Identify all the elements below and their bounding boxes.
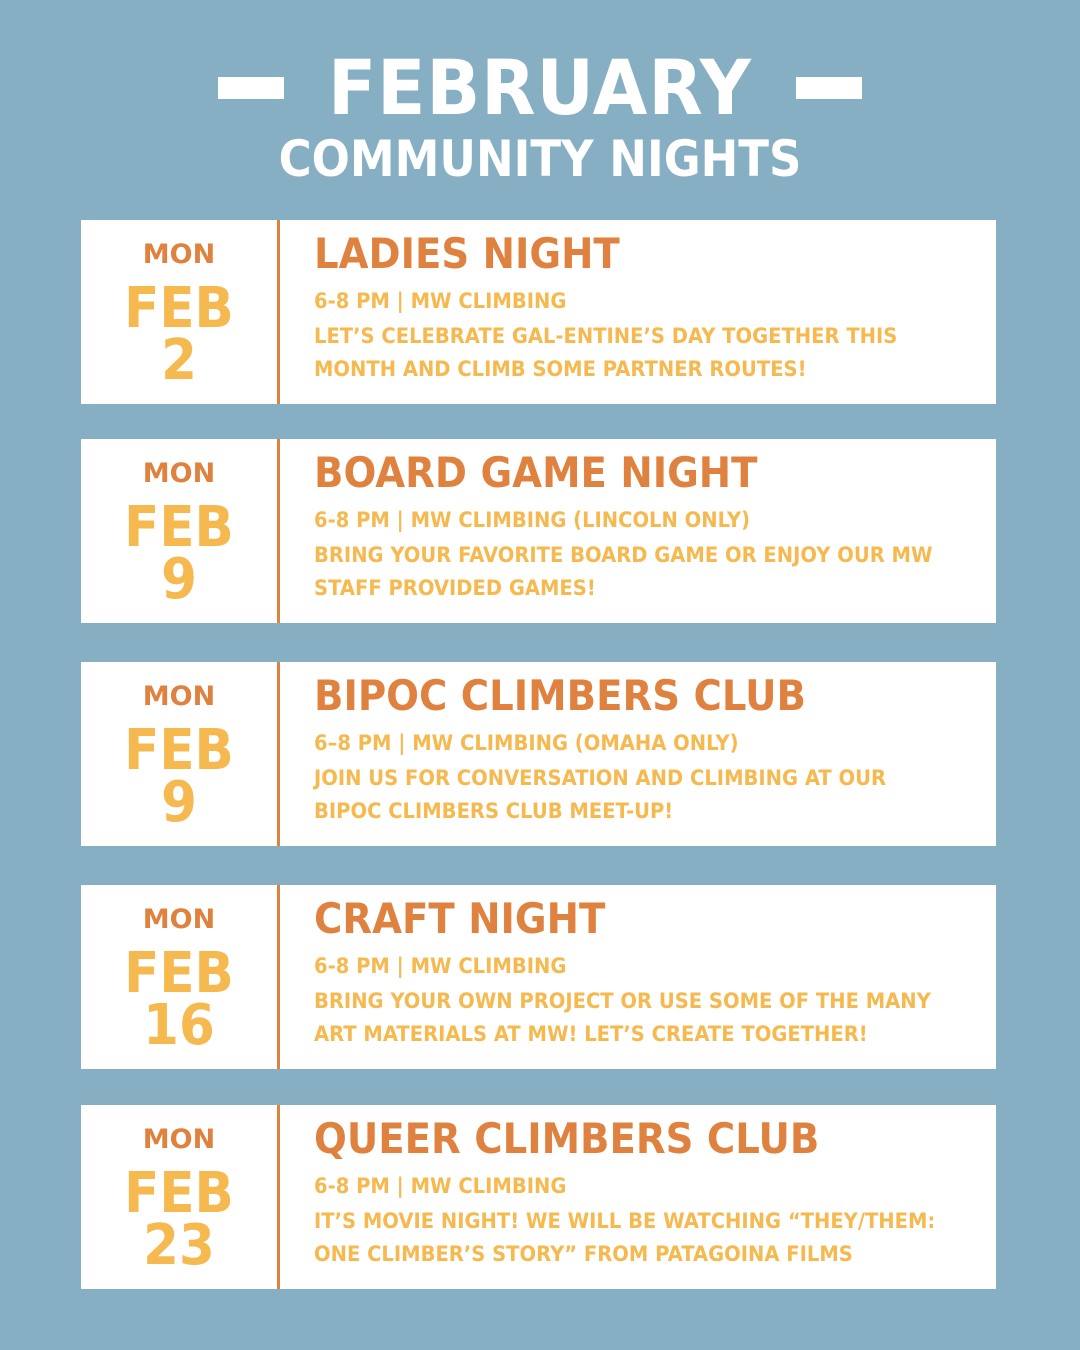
event-day: 23 (143, 1213, 215, 1278)
event-description: LET’S CELEBRATE GAL-ENTINE’S DAY TOGETHER THIS MONTH AND CLIMB SOME PARTNER ROUTES! (314, 324, 898, 381)
event-card (81, 662, 996, 846)
event-description: IT’S MOVIE NIGHT! WE WILL BE WATCHING “THEY/THEM: ONE CLIMBER’S STORY” FROM PATAGOINA FILMS (314, 1209, 936, 1266)
event-description: BRING YOUR FAVORITE BOARD GAME OR ENJOY OUR MW STAFF PROVIDED GAMES! (314, 543, 933, 600)
event-time-location: 6–8 PM | MW CLIMBING (OMAHA ONLY) (314, 731, 739, 755)
event-month: FEB (124, 276, 234, 341)
event-weekday: MON (142, 458, 216, 489)
event-weekday: MON (142, 1124, 216, 1155)
event-date (81, 662, 280, 846)
event-month: FEB (124, 941, 234, 1006)
event-day: 9 (161, 770, 197, 835)
event-time-location: 6-8 PM | MW CLIMBING (314, 1174, 567, 1198)
event-date (81, 885, 280, 1069)
event-title: LADIES NIGHT (314, 229, 620, 278)
event-day: 16 (143, 993, 215, 1058)
event-time-location: 6-8 PM | MW CLIMBING (LINCOLN ONLY) (314, 508, 751, 532)
title-row (0, 40, 1080, 136)
event-weekday: MON (142, 904, 216, 935)
page-subtitle: COMMUNITY NIGHTS (278, 130, 802, 188)
event-description: BRING YOUR OWN PROJECT OR USE SOME OF THE MANY ART MATERIALS AT MW! LET’S CREATE TOGETHER! (314, 989, 931, 1046)
title-right-bar (796, 77, 862, 99)
event-date (81, 220, 280, 404)
event-weekday: MON (142, 239, 216, 270)
event-time-location: 6-8 PM | MW CLIMBING (314, 289, 567, 313)
event-date (81, 1105, 280, 1289)
title-left-bar (218, 77, 284, 99)
event-title: BOARD GAME NIGHT (314, 448, 758, 497)
event-card (81, 220, 996, 404)
event-title: QUEER CLIMBERS CLUB (314, 1114, 820, 1163)
event-weekday: MON (142, 681, 216, 712)
event-title: BIPOC CLIMBERS CLUB (314, 671, 806, 720)
event-description: JOIN US FOR CONVERSATION AND CLIMBING AT OUR BIPOC CLIMBERS CLUB MEET-UP! (314, 766, 887, 823)
event-card (81, 439, 996, 623)
event-date (81, 439, 280, 623)
event-time-location: 6-8 PM | MW CLIMBING (314, 954, 567, 978)
event-card (81, 885, 996, 1069)
event-day: 2 (161, 328, 197, 393)
event-month: FEB (124, 718, 234, 783)
page-title: FEBRUARY (328, 43, 752, 132)
event-card (81, 1105, 996, 1289)
event-day: 9 (161, 547, 197, 612)
event-month: FEB (124, 495, 234, 560)
event-title: CRAFT NIGHT (314, 894, 606, 943)
event-month: FEB (124, 1161, 234, 1226)
